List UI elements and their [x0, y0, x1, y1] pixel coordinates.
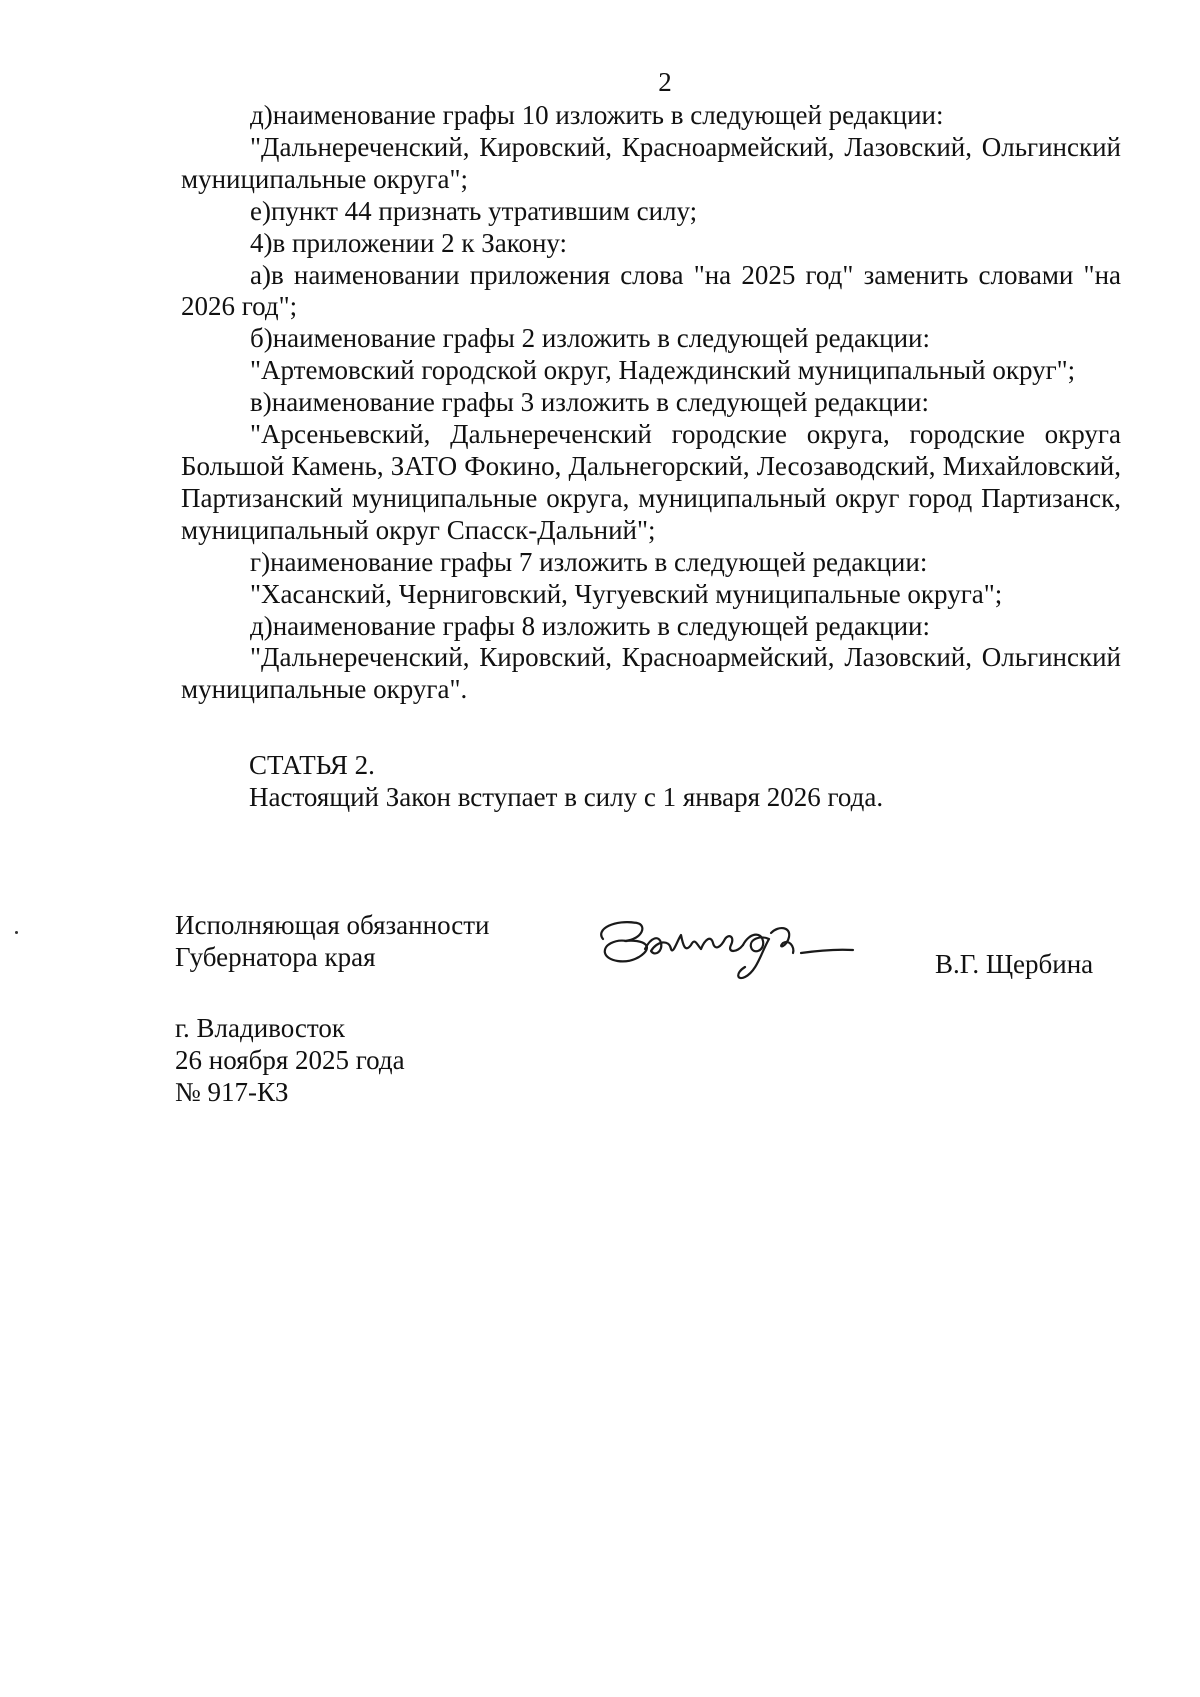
date: 26 ноября 2025 года — [175, 1045, 405, 1075]
paragraph: а)в наименовании приложения слова "на 2025 год" заменить словами "на 2026 год"; — [181, 259, 1121, 322]
signatory-name: В.Г. Щербина — [935, 949, 1094, 979]
paragraph: "Дальнереченский, Кировский, Красноармейский, Лазовский, Ольгинский муниципальные округа"; — [181, 131, 1121, 194]
position-line-2: Губернатора края — [175, 942, 376, 972]
scan-artifact-dot — [15, 931, 18, 934]
article-2 — [249, 750, 883, 814]
amendment-text — [181, 100, 1121, 706]
paragraph: 4)в приложении 2 к Закону: — [250, 227, 568, 258]
article-text: Настоящий Закон вступает в силу с 1 января 2026 года. — [249, 781, 884, 812]
paragraph: "Арсеньевский, Дальнереченский городские округа, городские округа Большой Камень, ЗАТО Фокино, Дальнегорский, Лесозаводский, Михайловский, Партизанский муниципальные округа, муниципальный округ город Партизанск, муниципальный округ Спасск-Дальний"; — [181, 419, 1121, 545]
signatory-position — [175, 909, 489, 973]
paragraph: д)наименование графы 10 изложить в следующей редакции: — [250, 100, 944, 130]
paragraph: "Дальнереченский, Кировский, Красноармейский, Лазовский, Ольгинский муниципальные округа". — [181, 642, 1121, 705]
document-details — [175, 1012, 405, 1108]
article-heading: СТАТЬЯ 2. — [249, 750, 375, 780]
paragraph: е)пункт 44 признать утратившим силу; — [250, 195, 698, 226]
paragraph: "Хасанский, Черниговский, Чугуевский муниципальные округа"; — [250, 578, 1003, 609]
law-number: № 917-КЗ — [175, 1077, 289, 1107]
paragraph: г)наименование графы 7 изложить в следующей редакции: — [250, 546, 928, 577]
paragraph: д)наименование графы 8 изложить в следующей редакции: — [250, 610, 930, 641]
page-number: 2 — [658, 67, 672, 97]
position-line-1: Исполняющая обязанности — [175, 910, 490, 940]
handwritten-signature — [585, 895, 885, 995]
city: г. Владивосток — [175, 1013, 345, 1043]
paragraph: б)наименование графы 2 изложить в следующей редакции: — [250, 323, 930, 354]
paragraph: "Артемовский городской округ, Надеждинский муниципальный округ"; — [250, 355, 1076, 386]
paragraph: в)наименование графы 3 изложить в следующей редакции: — [250, 387, 930, 418]
